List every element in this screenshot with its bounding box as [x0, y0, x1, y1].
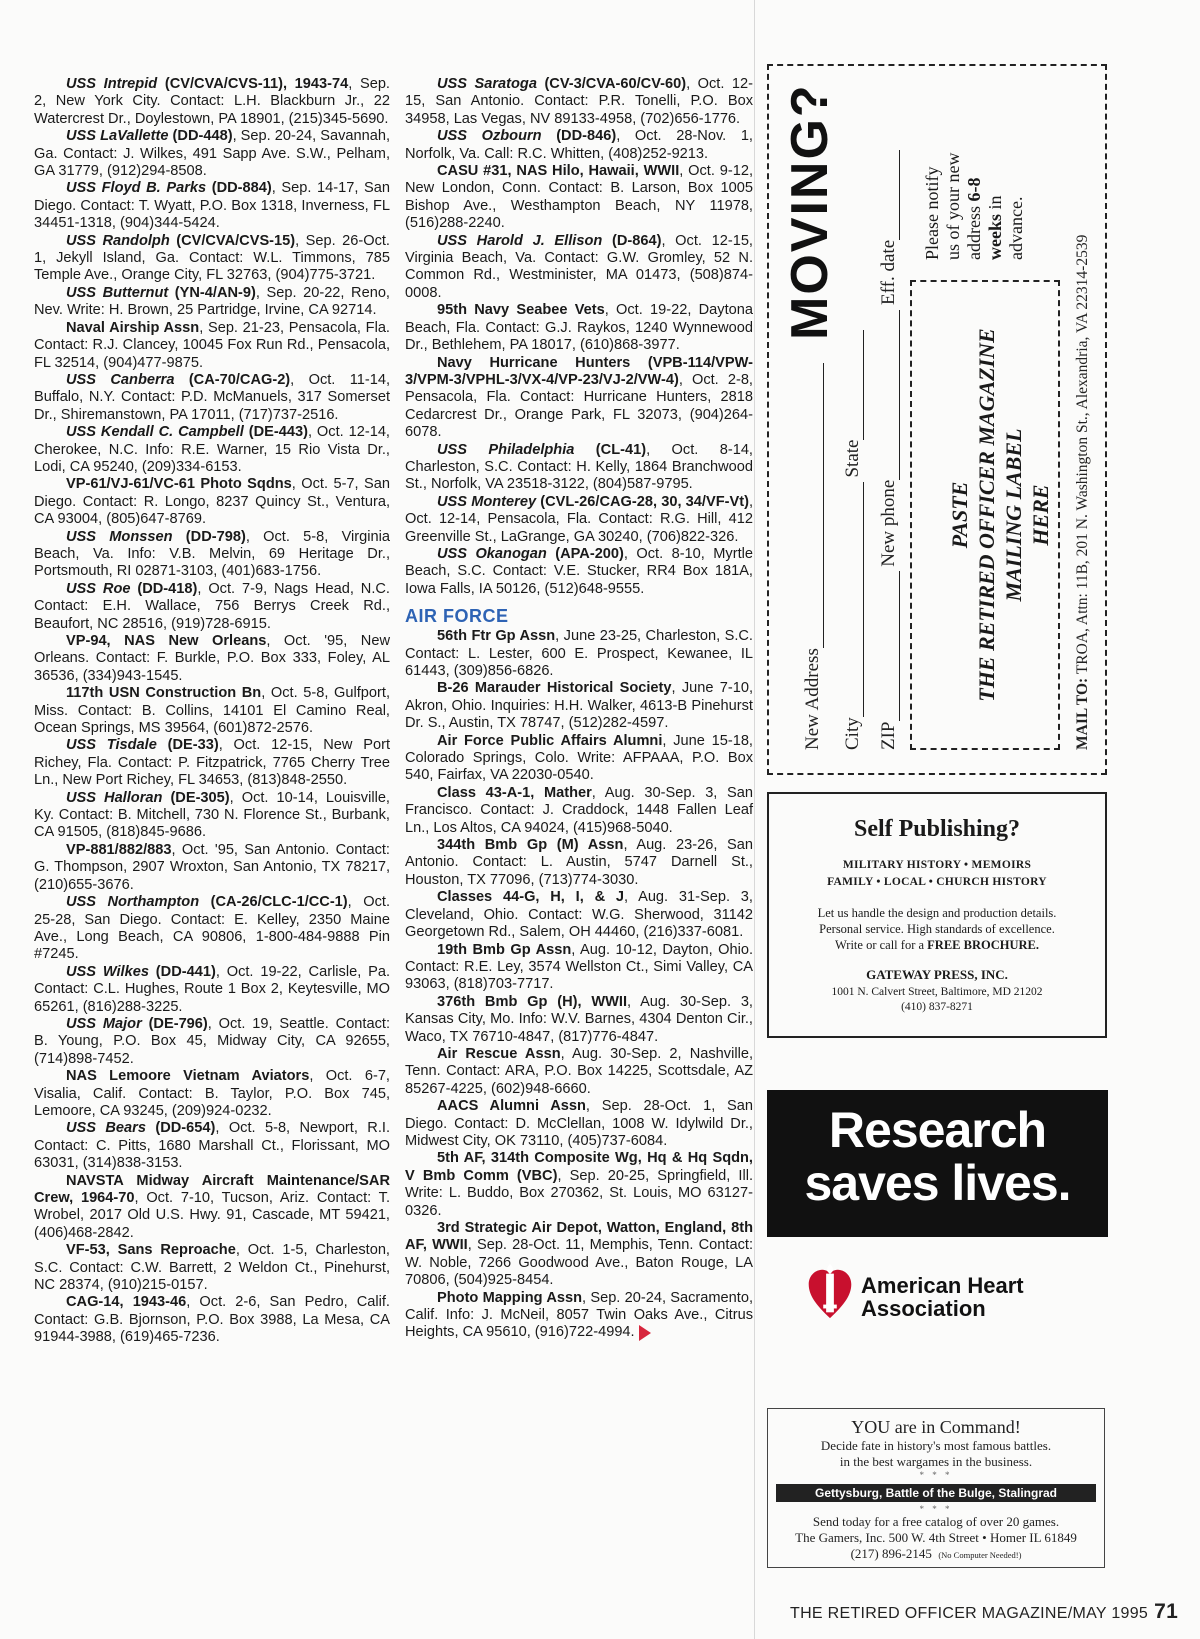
aha-name — [861, 1274, 1024, 1320]
entry-heading: 19th Bmb Gp Assn — [437, 941, 572, 958]
entry-heading: (DD-846) — [541, 128, 617, 145]
selfpub-cats-2: FAMILY • LOCAL • CHURCH HISTORY — [827, 876, 1047, 888]
ship-name: USS Saratoga — [437, 76, 537, 92]
reunion-entry — [34, 1242, 390, 1294]
reunion-entry — [405, 76, 753, 128]
entry-heading: Air Rescue Assn — [437, 1045, 561, 1062]
page-footer — [790, 1600, 1178, 1624]
selfpub-addr: 1001 N. Calvert Street, Baltimore, MD 21202 — [831, 986, 1043, 998]
entry-heading: Air Force Public Affairs Alumni — [437, 732, 663, 749]
entry-heading: (D-864) — [602, 232, 662, 249]
ship-name: USS Floyd B. Parks — [66, 180, 207, 197]
entry-details: , Oct. 5-8, Virginia Beach, Va. Info: V.B. Melvin, 69 Heritage Dr., Portsmouth, RI 02871-3103, (401)683-1756. — [34, 528, 390, 580]
entry-heading: (CVL-26/CAG-28, 30, 34/VF-Vt) — [536, 493, 749, 510]
entry-details: , Oct. 12-14, Cherokee, N.C. Info: R.E. Warner, 15 Rio Vista Dr., Lodi, CA 95240, (209)334-6153. — [34, 424, 390, 475]
notify-line-4 — [985, 90, 1006, 260]
ship-name: USS Canberra — [66, 371, 175, 388]
entry-details: , Aug. 10-12, Dayton, Ohio. Contact: R.E. Ley, 3574 Wellston Ct., Simi Valley, CA 93063, (818)703-7717. — [405, 941, 754, 993]
entry-heading: VP-61/VJ-61/VC-61 Photo Sqdns — [66, 476, 292, 493]
reunion-entry — [34, 285, 390, 320]
ship-name: USS Tisdale — [66, 737, 157, 754]
moving-title: MOVING? — [781, 82, 839, 340]
city-label: City — [842, 716, 863, 750]
ship-name: USS Monterey — [437, 493, 537, 510]
entry-heading: (YN-4/AN-9) — [168, 284, 256, 301]
selfpub-cats-1: MILITARY HISTORY • MEMOIRS — [842, 859, 1032, 871]
entry-details: , Oct. 8-14, Charleston, S.C. Contact: H. Kelly, 1864 Branchwood St., Norfolk, VA 23518-3122, (804)587-9795. — [405, 441, 753, 493]
reunion-entry — [405, 442, 753, 494]
reunion-column-2 — [405, 76, 753, 1342]
entry-details: , Sep. 20-24, Sacramento, Calif. Info: J. McNeil, 8057 Twin Oaks Ave., Citrus Heights, CA 95610, (916)722-4994. — [405, 1289, 754, 1341]
entry-heading: Photo Mapping Assn — [437, 1289, 583, 1306]
research-line-2: saves lives. — [804, 1155, 1071, 1211]
entry-details: , Oct. 7-9, Nags Head, N.C. Contact: E.H. Wallace, 756 Berrys Creek Rd., Beaufort, NC 28516, (919)728-6915. — [34, 580, 390, 632]
reunion-entry — [405, 128, 753, 163]
reunion-entry — [405, 1150, 753, 1220]
entry-heading: 376th Bmb Gp (H), WWII — [437, 993, 628, 1010]
notify-note — [922, 90, 1027, 260]
entry-details: , Oct. 5-8, Gulfport, Miss. Contact: B. Collins, 14101 El Camino Real, Ocean Springs, MS 39564, (601)872-2576. — [34, 685, 391, 737]
entry-heading: (DD-441) — [148, 963, 216, 980]
ship-name: USS Ozbourn — [437, 128, 542, 145]
new-phone-label: New phone — [878, 479, 899, 567]
reunion-entry — [405, 994, 753, 1046]
entry-details: , Aug. 30-Sep. 2, Nashville, Tenn. Contact: ARA, P.O. Box 14225, Scottsdale, AZ 85267-4225, (602)948-6660. — [405, 1045, 753, 1097]
entry-heading: 95th Navy Seabee Vets — [437, 302, 605, 319]
entry-details: , Oct. 7-10, Tucson, Ariz. Contact: T. Wrobel, 2017 Old U.S. Hwy. 91, Cascade, MT 59421, (406)468-2842. — [34, 1190, 391, 1241]
gamers-banner: Gettysburg, Battle of the Bulge, Stalingrad — [776, 1484, 1096, 1502]
entry-details: , Sep. 20-25, Springfield, Ill. Write: L. Buddo, Box 270362, St. Louis, MO 63127-0326. — [405, 1167, 754, 1219]
reunion-entry — [405, 233, 753, 303]
reunion-entry — [405, 1046, 753, 1098]
reunion-entry — [405, 785, 753, 837]
gamers-ad — [767, 1408, 1105, 1568]
state-label: State — [842, 439, 863, 478]
reunion-entry — [34, 581, 390, 633]
selfpub-body-3a: Write or call for a — [835, 938, 928, 952]
entry-details: , Oct. 8-10, Myrtle Beach, S.C. Contact: V.E. Stucker, RR4 Box 181A, Iowa Falls, IA 50126, (512)648-9555. — [405, 545, 754, 597]
entry-heading: CASU #31, NAS Hilo, Hawaii, WWII — [437, 163, 680, 180]
entry-details: , Oct. 12-15, Virginia Beach, Va. Contact: G.W. Gromley, 52 N. Common Rd., Westminister, MA 01473, (508)874-0008. — [405, 232, 753, 301]
ship-name: USS Philadelphia — [437, 441, 575, 458]
entry-heading: VP-94, NAS New Orleans — [66, 633, 267, 649]
entry-details: , Oct. 19, Seattle. Contact: B. Young, P.O. Box 45, Midway City, CA 92655, (714)898-7452. — [34, 1015, 390, 1067]
selfpub-categories — [769, 857, 1105, 891]
continue-arrow-icon — [639, 1325, 651, 1341]
selfpub-address — [769, 985, 1105, 1015]
city-field[interactable] — [842, 329, 864, 749]
aha-line-1: American Heart — [861, 1273, 1024, 1298]
notify-line-4b: in — [985, 194, 1005, 214]
entry-heading: (APA-200) — [546, 545, 624, 562]
reunion-entry — [34, 372, 390, 424]
reunion-entry — [405, 355, 753, 442]
reunion-entry — [34, 320, 390, 372]
gamers-line-4: The Gamers, Inc. 500 W. 4th Street • Homer IL 61849 — [795, 1530, 1077, 1545]
entry-details: , Aug. 30-Sep. 3, San Francisco. Contact: J. Craddock, 1448 Fallen Leaf Ln., Los Altos, CA 94024, (415)968-5040. — [405, 784, 753, 836]
notify-line-3 — [964, 90, 985, 260]
entry-details: , Aug. 30-Sep. 3, Kansas City, Mo. Info: W.V. Barnes, 4304 Denton Cir., Waco, TX 76710-4847, (817)776-4847. — [405, 993, 753, 1045]
reunion-entry — [34, 180, 390, 232]
notify-line-2: us of your new — [943, 152, 963, 260]
reunion-entry — [34, 685, 390, 737]
reunion-entry — [405, 1098, 753, 1150]
selfpub-phone: (410) 837-8271 — [901, 1001, 973, 1013]
notify-line-5: advance. — [1006, 196, 1026, 260]
entry-details: , Sep. 20-24, Savannah, Ga. Contact: J. Wilkes, 491 Sapp Ave. S.W., Pelham, GA 31779, (912)294-8508. — [34, 128, 391, 180]
entry-heading: (CV/CVA/CVS-11), 1943-74 — [157, 76, 349, 92]
reunion-entry — [34, 894, 390, 964]
entry-heading: 56th Ftr Gp Assn — [437, 628, 556, 645]
entry-heading: (DD-418) — [130, 580, 198, 597]
entry-heading: (DE-33) — [156, 737, 219, 754]
entry-details: , June 23-25, Charleston, S.C. Contact: L. Lester, 600 E. Prospect, Kewanee, IL 61443, (309)856-6826. — [405, 628, 753, 679]
ship-name: USS Harold J. Ellison — [437, 232, 603, 249]
entry-heading: NAS Lemoore Vietnam Aviators — [66, 1068, 310, 1085]
entry-details: , Oct. 12-15, New Port Richey, Fla. Contact: P. Fitzpatrick, 7765 Cherry Tree Ln., New Port Richey, FL 34653, (813)848-2550. — [34, 737, 391, 789]
footer-magazine: THE RETIRED OFFICER MAGAZINE/MAY 1995 — [790, 1605, 1149, 1622]
zip-field[interactable] — [878, 149, 900, 749]
entry-details: , Sep. 20-22, Reno, Nev. Write: H. Brown, 25 Partridge, Irvine, CA 92714. — [34, 284, 390, 319]
entry-details: , Sep. 28-Oct. 11, Memphis, Tenn. Contact: W. Noble, 7266 Goodwood Ave., Baton Rouge, LA 70806, (504)925-8454. — [405, 1237, 753, 1289]
entry-heading: (DD-884) — [206, 180, 272, 197]
gamers-line-3: Send today for a free catalog of over 20 games. — [812, 1514, 1060, 1529]
entry-heading: (DE-443) — [243, 424, 308, 441]
selfpub-body-3b: FREE BROCHURE. — [927, 938, 1039, 952]
ship-name: USS Major — [66, 1015, 142, 1032]
entry-details: , Oct. '95, New Orleans. Contact: F. Burkle, P.O. Box 333, Foley, AL 36536, (334)943-1545. — [34, 633, 391, 684]
entry-heading: (DD-654) — [145, 1120, 216, 1137]
entry-details: , Oct. 12-14, Pensacola, Fla. Contact: R.G. Hill, 412 Greenville St., LaGrange, GA 30240, (706)822-326. — [405, 493, 753, 545]
entry-heading: CAG-14, 1943-46 — [66, 1294, 187, 1311]
entry-heading: VF-53, Sans Reproache — [66, 1242, 236, 1259]
entry-details: , Oct. 9-12, New London, Conn. Contact: B. Larson, Box 1005 Bishop Ave., Westhampton Beach, NY 11978, (516)288-2240. — [405, 163, 753, 232]
mail-to-address — [1074, 234, 1092, 749]
selfpub-body-1: Let us handle the design and production details. — [817, 906, 1057, 920]
entry-details: , Sep. 14-17, San Diego. Contact: T. Wyatt, P.O. Box 1318, Inverness, FL 34451-1318, (904)344-5424. — [34, 180, 390, 232]
zip-label: ZIP — [878, 721, 899, 750]
ship-name: USS LaVallette — [66, 128, 169, 145]
entry-details: , Sep. 2, New York City. Contact: L.H. Blackburn Jr., 22 Watercrest Dr., Doylestown, PA 18901, (215)345-5690. — [34, 76, 390, 127]
selfpub-body-3 — [769, 937, 1105, 953]
reunion-entry — [34, 737, 390, 789]
reunion-entry — [34, 233, 390, 285]
reunion-entry — [34, 128, 390, 180]
entry-heading: (CA-70/CAG-2) — [174, 371, 291, 388]
gamers-line-1: Decide fate in history's most famous battles. — [820, 1438, 1052, 1453]
reunion-entry — [405, 1290, 753, 1342]
entry-details: , Sep. 21-23, Pensacola, Fla. Contact: R.J. Clancey, 10045 Fox Run Rd., Pensacola, FL 32514, (904)477-9875. — [34, 319, 390, 371]
entry-details: , Aug. 23-26, San Antonio. Contact: L. Austin, 5747 Darnell St., Houston, TX 77096, (713)774-3030. — [405, 837, 753, 888]
entry-heading: Navy Hurricane Hunters (VPB-114/VPW-3/VPM-3/VPHL-3/VX-4/VP-23/VJ-2/VW-4) — [405, 354, 753, 388]
notify-line-3b: 6-8 — [964, 177, 984, 202]
ship-name: USS Randolph — [66, 232, 170, 249]
reunion-entry — [405, 889, 753, 941]
selfpub-press: GATEWAY PRESS, INC. — [866, 967, 1008, 982]
mail-to-text: TROA, Attn: 11B, 201 N. Washington St., Alexandria, VA 22314-2539 — [1074, 234, 1091, 678]
ship-name: USS Bears — [66, 1120, 146, 1137]
entry-details: , Oct. 1-5, Charleston, S.C. Contact: C.W. Barrett, 2 Weldon Ct., Pinehurst, NC 28374, (910)215-0157. — [34, 1242, 390, 1294]
entry-heading: 5th AF, 314th Composite Wg, Hq & Hq Sqdn, V Bmb Comm (VBC) — [405, 1150, 753, 1184]
ship-name: USS Intrepid — [66, 76, 158, 92]
reunion-entry — [34, 842, 390, 894]
entry-details: , Oct. 2-6, San Pedro, Calif. Contact: G.B. Bjornson, P.O. Box 3988, La Mesa, CA 91944-3988, (619)465-7236. — [34, 1294, 390, 1346]
reunion-entry — [405, 494, 753, 546]
mailing-label-area — [910, 280, 1060, 750]
gamers-line-2: in the best wargames in the business. — [839, 1454, 1033, 1469]
reunion-entry — [34, 964, 390, 1016]
reunion-entry — [34, 1068, 390, 1120]
selfpub-body — [769, 905, 1105, 953]
mail-to-label: MAIL TO: — [1074, 677, 1091, 750]
ship-name: USS Kendall C. Campbell — [66, 424, 244, 441]
notify-line-3a: address — [964, 201, 984, 260]
entry-details: , Oct. 2-8, Pensacola, Fla. Contact: Hurricane Hunters, 2818 Cedarcrest Dr., Orange Park, FL 32073, (904)264-6078. — [405, 371, 753, 441]
reunion-entry — [34, 790, 390, 842]
entry-details: , June 15-18, Colorado Springs, Colo. Write: AFPAAA, P.O. Box 540, Fairfax, VA 22030-0540. — [405, 732, 753, 784]
entry-details: , Aug. 31-Sep. 3, Cleveland, Ohio. Contact: W.G. Sherwood, 31142 Georgetown Rd., Salem, OH 44460, (216)337-6081. — [405, 889, 753, 941]
paste-line-4: HERE — [1028, 483, 1053, 546]
entry-heading: (DE-305) — [162, 789, 230, 806]
entry-details: , Oct. 10-14, Louisville, Ky. Contact: B. Mitchell, 730 N. Florence St., Burbank, CA 91505, (818)845-9686. — [34, 789, 390, 841]
reunion-entry — [405, 1220, 753, 1290]
reunion-column-1 — [34, 76, 390, 1347]
paste-line-1: PASTE — [947, 481, 972, 548]
self-publishing-ad — [767, 792, 1107, 1038]
gamers-stars-1: * * * — [919, 1470, 953, 1480]
reunion-entry — [34, 1016, 390, 1068]
entry-heading: Class 43-A-1, Mather — [437, 784, 592, 801]
gamers-phone: (217) 896-2145 — [850, 1546, 932, 1561]
ship-name: USS Okanogan — [437, 545, 547, 562]
paste-line-3: MAILING LABEL — [1001, 428, 1026, 601]
reunion-entry — [34, 1120, 390, 1172]
entry-heading: 344th Bmb Gp (M) Assn — [437, 837, 624, 854]
selfpub-body-2: Personal service. High standards of excellence. — [819, 922, 1055, 936]
research-line-1: Research — [828, 1102, 1047, 1158]
entry-heading: (DD-798) — [172, 528, 246, 545]
notify-line-4a: weeks — [985, 213, 1005, 260]
ship-name: USS Roe — [66, 580, 131, 597]
reunion-entry — [34, 633, 390, 685]
reunion-entry — [34, 1294, 390, 1346]
gamers-line-5 — [768, 1546, 1104, 1563]
ship-name: USS Wilkes — [66, 963, 149, 980]
entry-heading: (DE-796) — [141, 1015, 208, 1032]
entry-details: , Oct. 6-7, Visalia, Calif. Contact: B. Taylor, P.O. Box 745, Lemoore, CA 93245, (209)924-0232. — [34, 1068, 390, 1119]
eff-date-label: Eff. date — [878, 239, 899, 305]
entry-details: , Oct. 19-22, Daytona Beach, Fla. Contact: G.J. Raykos, 1240 Wynnewood Dr., Bethlehem, PA 18017, (610)868-3977. — [405, 302, 753, 354]
entry-heading: NAVSTA Midway Aircraft Maintenance/SAR Crew, 1964-70 — [34, 1172, 390, 1206]
notify-line-1: Please notify — [922, 166, 942, 260]
entry-heading: (CA-26/CLC-1/CC-1) — [199, 894, 348, 911]
reunion-entry — [405, 942, 753, 994]
entry-details: , Oct. 12-15, San Antonio. Contact: P.R. Tonelli, P.O. Box 34958, Las Vegas, NV 89133-4958, (702)656-1776. — [405, 76, 753, 127]
entry-details: , Oct. 25-28, San Diego. Contact: E. Kelley, 2350 Maine Ave., Long Beach, CA 90806, 1-800-484-9888 Pin #7245. — [34, 894, 390, 963]
entry-heading: (DD-448) — [168, 128, 233, 145]
reunion-entry — [405, 546, 753, 598]
reunion-entry — [405, 837, 753, 889]
entry-details: , Oct. 5-7, San Diego. Contact: R. Longo, 8237 Quincy St., Ventura, CA 93004, (805)647-8769. — [34, 476, 390, 528]
ship-name: USS Butternut — [66, 284, 169, 301]
reunion-entry — [405, 302, 753, 354]
entry-heading: Naval Airship Assn — [66, 319, 200, 336]
reunion-entry — [34, 424, 390, 476]
new-address-label: New Address — [802, 647, 823, 750]
research-saves-lives-ad — [767, 1090, 1108, 1330]
entry-heading: Classes 44-G, H, I, & J — [437, 889, 625, 906]
reunion-entry — [405, 163, 753, 233]
entry-details: , Oct. 11-14, Buffalo, N.Y. Contact: P.D. McManuels, 317 Somerset Dr., Shiremanstown, PA 17011, (717)737-2516. — [34, 371, 391, 423]
entry-heading: (CV/CVA/CVS-15) — [169, 232, 296, 249]
reunion-entry — [405, 733, 753, 785]
gamers-stars-2: * * * — [919, 1504, 953, 1514]
reunion-entry — [34, 1173, 390, 1243]
reunion-entry — [34, 476, 390, 528]
air-force-heading: AIR FORCE — [405, 606, 509, 627]
entry-heading: AACS Alumni Assn — [437, 1098, 586, 1115]
moving-coupon — [767, 64, 1107, 775]
entry-heading: B-26 Marauder Historical Society — [437, 680, 672, 697]
entry-details: , Sep. 28-Oct. 1, San Diego. Contact: D. McClellan, 1008 W. Idylwild Dr., Midwest City, OK 73110, (405)737-6084. — [405, 1098, 753, 1149]
heart-torch-icon — [805, 1262, 855, 1322]
ship-name: USS Halloran — [66, 789, 163, 806]
ship-name: USS Northampton — [66, 894, 200, 911]
entry-heading: VP-881/882/883 — [66, 841, 172, 858]
entry-details: , Oct. 19-22, Carlisle, Pa. Contact: C.L. Hughes, Route 1 Box 2, Keytesville, MO 65261, (816)288-3225. — [34, 963, 391, 1015]
entry-details: , Oct. '95, San Antonio. Contact: G. Thompson, 2907 Wroxton, San Antonio, TX 78217, (210)655-3676. — [34, 841, 390, 893]
entry-details: , Oct. 5-8, Newport, R.I. Contact: C. Pitts, 1680 Marshall Ct., Florissant, MO 63031, (314)838-3153. — [34, 1120, 390, 1172]
research-banner — [767, 1090, 1108, 1237]
aha-line-2: Association — [861, 1296, 986, 1321]
entry-heading: 3rd Strategic Air Depot, Watton, England, 8th AF, WWII — [405, 1220, 753, 1254]
entry-details: , June 7-10, Akron, Ohio. Inquiries: H.H. Walker, 4613-B Pinehurst Dr. S., Austin, TX 78747, (512)282-4597. — [405, 680, 753, 732]
reunion-entry — [405, 628, 753, 680]
entry-heading: 117th USN Construction Bn — [66, 685, 262, 702]
reunion-entry — [405, 680, 753, 732]
ship-name: USS Monssen — [66, 528, 173, 545]
paste-line-2: THE RETIRED OFFICER MAGAZINE — [974, 327, 999, 702]
column-divider — [754, 0, 755, 1639]
entry-details: , Oct. 28-Nov. 1, Norfolk, Va. Call: R.C. Whitten, (408)252-9213. — [405, 128, 753, 162]
new-address-field[interactable] — [802, 363, 824, 750]
entry-details: , Sep. 26-Oct. 1, Jekyll Island, Ga. Contact: W.L. Timmons, 785 Temple Ave., Orange City, FL 32763, (904)775-3721. — [34, 232, 390, 284]
entry-heading: (CL-41) — [574, 441, 647, 458]
gamers-title: YOU are in Command! — [851, 1417, 1021, 1437]
reunion-entry — [34, 529, 390, 581]
reunion-entry — [34, 76, 390, 128]
gamers-note: (No Computer Needed!) — [938, 1550, 1022, 1560]
selfpub-title: Self Publishing? — [853, 816, 1021, 842]
page-number: 71 — [1154, 1600, 1179, 1623]
entry-heading: (CV-3/CVA-60/CV-60) — [536, 76, 687, 92]
